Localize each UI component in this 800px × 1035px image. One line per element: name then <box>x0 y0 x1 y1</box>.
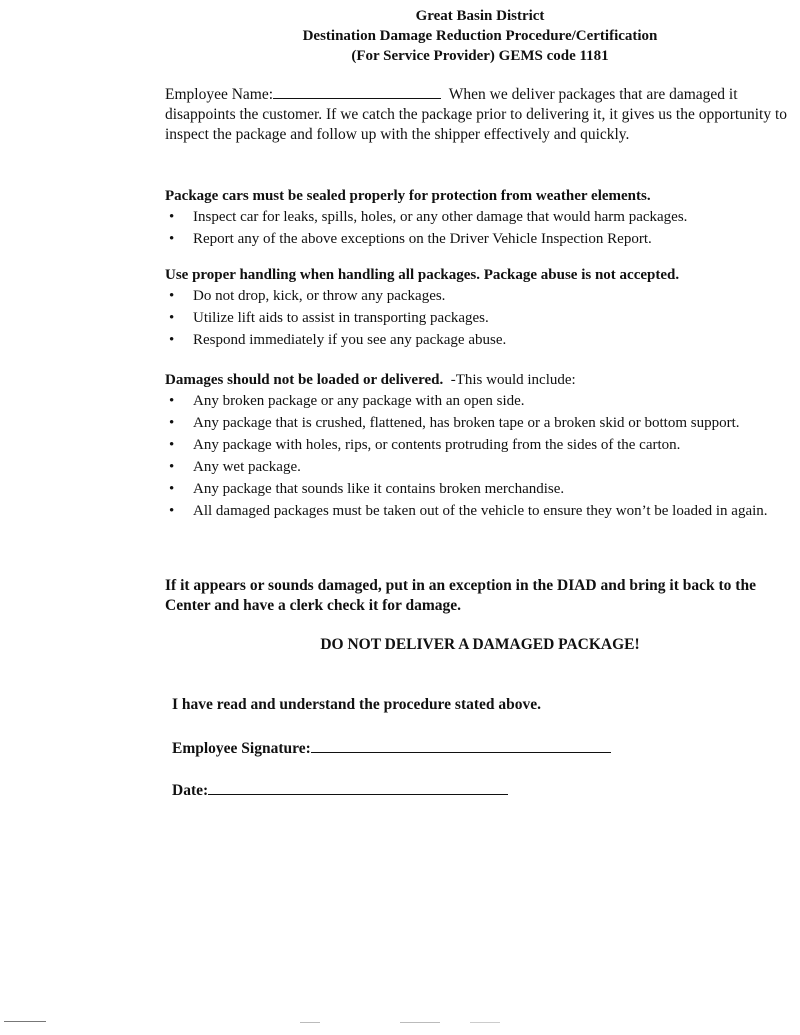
bullet-list <box>165 392 795 521</box>
list-item: • All damaged packages must be taken out of the vehicle to ensure they won’t be loaded in again. <box>165 502 795 521</box>
section-title-suffix: -This would include: <box>450 372 576 388</box>
list-item: • Inspect car for leaks, spills, holes, or any other damage that would harm packages. <box>165 208 795 227</box>
scan-artifact <box>300 1022 320 1023</box>
list-item: • Utilize lift aids to assist in transporting packages. <box>165 309 795 328</box>
scan-artifact <box>470 1022 500 1023</box>
warning-heading: DO NOT DELIVER A DAMAGED PACKAGE! <box>320 636 640 653</box>
signature-row <box>172 738 611 758</box>
date-blank[interactable] <box>208 780 508 795</box>
acknowledgement-statement: I have read and understand the procedure stated above. <box>172 696 542 713</box>
section-title: Package cars must be sealed properly for protection from weather elements. <box>165 188 651 204</box>
signature-blank[interactable] <box>311 738 611 753</box>
list-item: • Any package that sounds like it contains broken merchandise. <box>165 480 795 499</box>
intro-paragraph <box>165 84 797 145</box>
district-name: Great Basin District <box>415 8 545 24</box>
signature-label: Employee Signature: <box>172 740 311 757</box>
document-title: Destination Damage Reduction Procedure/Certification <box>302 28 658 44</box>
list-item: • Any package with holes, rips, or contents protruding from the sides of the carton. <box>165 436 795 455</box>
list-item: • Respond immediately if you see any package abuse. <box>165 331 795 350</box>
section-damages <box>165 370 795 524</box>
list-item: • Report any of the above exceptions on the Driver Vehicle Inspection Report. <box>165 230 795 249</box>
list-item: • Any broken package or any package with an open side. <box>165 392 795 411</box>
bullet-list <box>165 208 795 249</box>
section-title-text: Damages should not be loaded or delivered. <box>165 372 444 388</box>
list-item: • Do not drop, kick, or throw any packages. <box>165 287 795 306</box>
intro-text: When we deliver packages that are damaged it disappoints the customer. If we catch the package prior to delivering it, it gives us the opportunity to inspect the package and follow up with the shipper effectively and quickly. <box>165 86 788 143</box>
scan-artifact <box>400 1022 440 1023</box>
section-handling <box>165 265 795 353</box>
date-row <box>172 780 508 800</box>
employee-name-label: Employee Name: <box>165 86 274 103</box>
exception-note: If it appears or sounds damaged, put in an exception in the DIAD and bring it back to the Center and have a clerk check it for damage. <box>165 577 756 614</box>
document-subtitle: (For Service Provider) GEMS code 1181 <box>351 48 609 64</box>
list-item: • Any wet package. <box>165 458 795 477</box>
employee-name-blank[interactable] <box>273 84 441 99</box>
date-label: Date: <box>172 782 209 799</box>
list-item: • Any package that is crushed, flattened, has broken tape or a broken skid or bottom support. <box>165 414 795 433</box>
section-title <box>165 370 795 390</box>
scan-artifact <box>4 1021 46 1022</box>
bullet-list <box>165 287 795 350</box>
section-title: Use proper handling when handling all packages. Package abuse is not accepted. <box>165 267 680 283</box>
document-header <box>160 6 800 66</box>
section-weather <box>165 186 795 252</box>
